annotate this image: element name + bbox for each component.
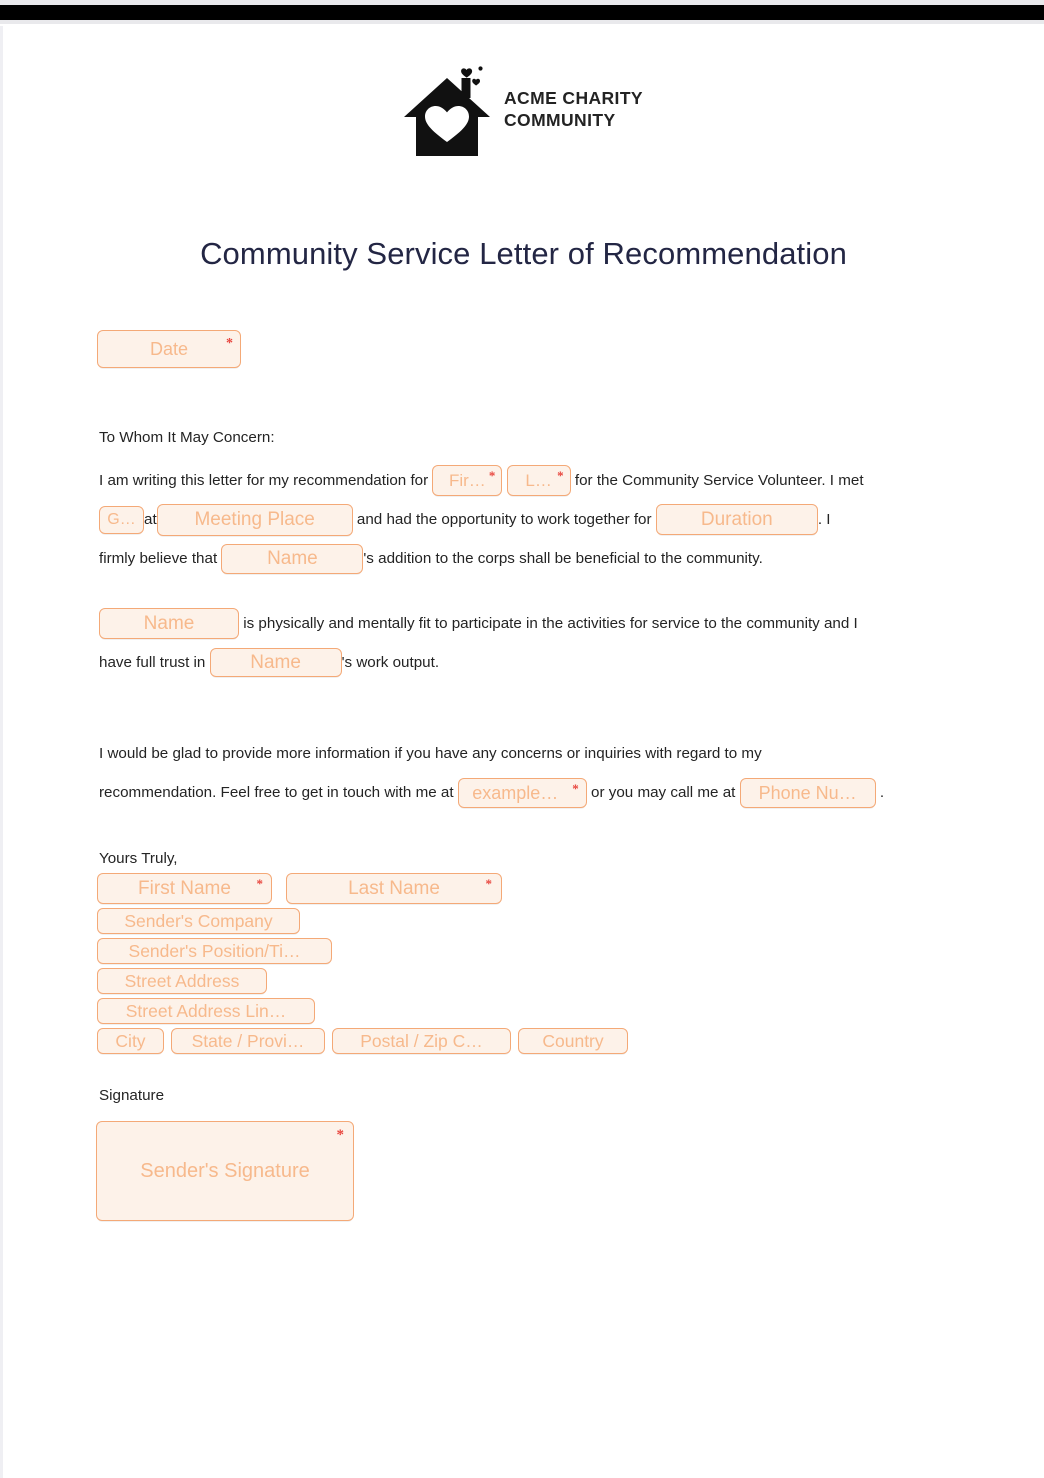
letter-paragraph-2	[99, 604, 951, 682]
city-state-postal-country-row	[97, 1028, 628, 1054]
paragraph-3-line-2	[99, 773, 951, 812]
sender-details-block	[97, 873, 628, 1058]
sender-company-placeholder: Sender's Company	[124, 911, 273, 931]
street-address-row	[97, 968, 628, 994]
email-required-asterisk: *	[572, 780, 579, 796]
sender-last-name-required-asterisk: *	[485, 876, 492, 891]
volunteer-name-3-placeholder: Name	[250, 652, 301, 674]
closing-salutation: Yours Truly,	[99, 850, 178, 867]
top-bar-fill	[0, 5, 1044, 20]
signature-required-asterisk: *	[336, 1127, 344, 1143]
sender-company-row	[97, 908, 628, 934]
p1-text-2: for the Community Service Volunteer. I met	[574, 472, 864, 489]
signature-label: Signature	[99, 1087, 165, 1104]
p2-text-2: have full trust in	[99, 654, 206, 671]
sender-first-name-required-asterisk: *	[256, 876, 263, 891]
house-heart-icon	[404, 62, 490, 158]
volunteer-name-field-1[interactable]	[221, 544, 363, 574]
sender-position-row	[97, 938, 628, 964]
p1-text-4: and had the opportunity to work together for	[356, 511, 652, 528]
street-address-line2-row	[97, 998, 628, 1024]
street-address-line2-placeholder: Street Address Lin…	[125, 1001, 287, 1021]
letter-paragraph-1	[99, 461, 951, 578]
paragraph-3-line-1	[99, 734, 951, 773]
brand-header	[3, 62, 1044, 158]
letter-paragraph-3	[99, 734, 951, 812]
brand-name-line1: ACME CHARITY	[504, 88, 643, 109]
meeting-place-field[interactable]	[157, 504, 353, 536]
paragraph-2-line-1	[99, 604, 951, 643]
street-address-line2-field[interactable]	[97, 998, 315, 1024]
signature-placeholder: Sender's Signature	[140, 1160, 310, 1182]
recipient-last-name-field[interactable]	[507, 465, 571, 496]
p1-text-5: . I	[817, 511, 831, 528]
street-address-field[interactable]	[97, 968, 267, 994]
sender-last-name-placeholder: Last Name	[348, 878, 440, 899]
date-required-asterisk: *	[226, 336, 233, 351]
phone-placeholder: Phone Nu…	[758, 782, 857, 803]
state-province-field[interactable]	[171, 1028, 325, 1054]
p3-text-1: I would be glad to provide more information if you have any concerns or inquiries with regard to my	[99, 745, 762, 762]
sender-position-field[interactable]	[97, 938, 332, 964]
recipient-first-name-required-asterisk: *	[488, 468, 496, 484]
date-field[interactable]	[97, 330, 241, 368]
recipient-first-name-field[interactable]	[432, 465, 502, 496]
country-field[interactable]	[518, 1028, 628, 1054]
sender-company-field[interactable]	[97, 908, 300, 934]
recipient-first-name-placeholder: Fir…	[448, 471, 486, 491]
p3-text-4: .	[879, 784, 885, 801]
paragraph-1-line-3	[99, 539, 951, 578]
brand-name-line2: COMMUNITY	[504, 110, 616, 130]
paragraph-2-line-2	[99, 643, 951, 682]
recipient-last-name-placeholder: L…	[525, 471, 552, 491]
email-placeholder: example…	[472, 782, 559, 803]
paragraph-1-line-2	[99, 500, 951, 539]
p1-text-7: 's addition to the corps shall be beneficial to the community.	[363, 550, 763, 567]
postal-zip-placeholder: Postal / Zip C…	[360, 1031, 483, 1051]
sender-first-name-field[interactable]	[97, 873, 272, 904]
signature-field[interactable]	[96, 1121, 354, 1221]
p3-text-3: or you may call me at	[591, 784, 736, 801]
sender-position-placeholder: Sender's Position/Ti…	[128, 941, 301, 961]
brand-lockup	[404, 62, 643, 158]
volunteer-name-field-2[interactable]	[99, 608, 239, 639]
top-black-bar	[0, 0, 1044, 26]
street-address-placeholder: Street Address	[124, 971, 240, 991]
sender-name-row	[97, 873, 628, 904]
city-field[interactable]	[97, 1028, 164, 1054]
form-sheet	[3, 24, 1044, 1478]
p2-text-1: is physically and mentally fit to participate in the activities for service to the community and I	[243, 615, 858, 632]
paragraph-1-line-1	[99, 461, 951, 500]
date-placeholder: Date	[149, 339, 189, 359]
meeting-context-field[interactable]	[99, 506, 144, 534]
postal-zip-field[interactable]	[332, 1028, 511, 1054]
p3-text-2: recommendation. Feel free to get in touch with me at	[99, 784, 454, 801]
p1-text-3: at	[144, 511, 157, 528]
sender-first-name-placeholder: First Name	[138, 878, 231, 899]
email-field[interactable]	[458, 778, 587, 808]
p2-text-3: 's work output.	[341, 654, 440, 671]
p1-text-1: I am writing this letter for my recommendation for	[99, 472, 429, 489]
volunteer-name-2-placeholder: Name	[143, 613, 195, 635]
recipient-last-name-required-asterisk: *	[557, 468, 564, 484]
page-title: Community Service Letter of Recommendation	[200, 236, 847, 271]
state-province-placeholder: State / Provi…	[191, 1031, 305, 1051]
meeting-context-placeholder: G…	[107, 510, 136, 528]
sender-last-name-field[interactable]	[286, 873, 502, 904]
city-placeholder: City	[115, 1031, 146, 1051]
volunteer-name-field-3[interactable]	[210, 648, 342, 677]
duration-field[interactable]	[656, 504, 818, 535]
duration-placeholder: Duration	[700, 509, 773, 531]
p1-text-6: firmly believe that	[99, 550, 218, 567]
meeting-place-placeholder: Meeting Place	[194, 508, 315, 530]
volunteer-name-1-placeholder: Name	[267, 547, 318, 569]
phone-field[interactable]	[740, 778, 876, 808]
brand-name	[504, 88, 643, 132]
country-placeholder: Country	[542, 1031, 604, 1051]
letter-greeting: To Whom It May Concern:	[99, 429, 275, 446]
